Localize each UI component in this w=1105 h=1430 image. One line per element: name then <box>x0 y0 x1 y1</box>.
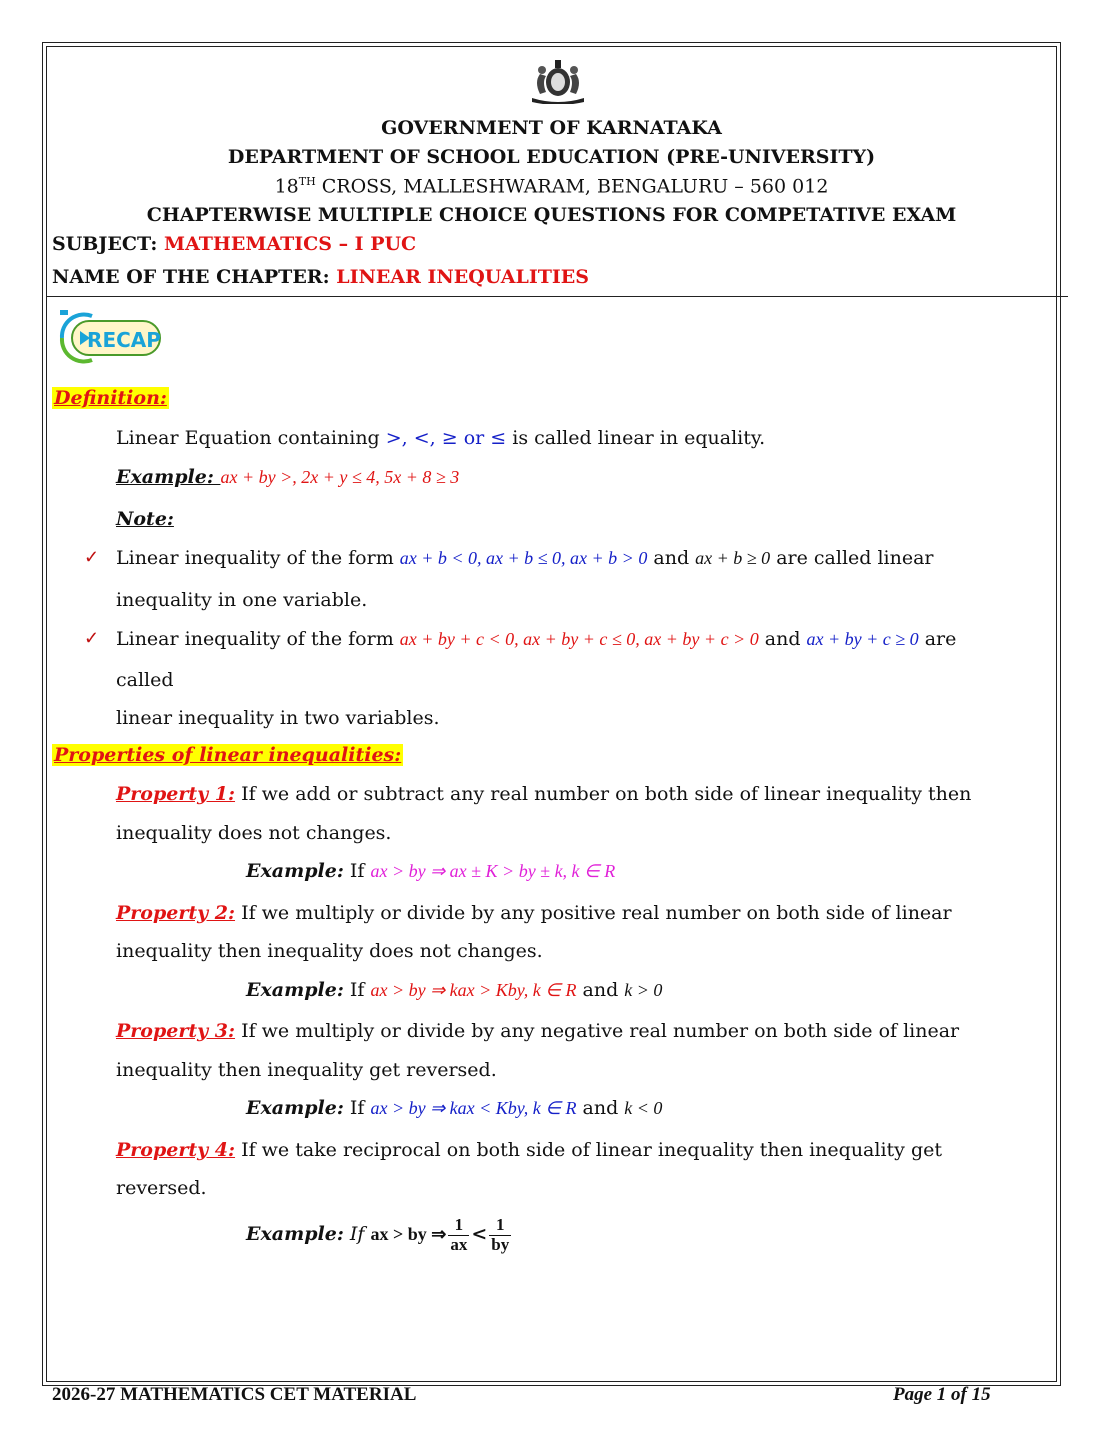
header-divider <box>46 296 1068 297</box>
checkmark-icon: ✓ <box>84 628 100 649</box>
property-3-example: Example: If ax > by ⇒ kax < Kby, k ∈ R and k < 0 <box>246 1097 663 1119</box>
recap-icon <box>52 307 164 369</box>
fraction-1-over-ax: $\frac{1}{ax}$ <box>450 1215 468 1254</box>
note-item-1: Linear inequality of the form ax + b < 0, ax + b ≤ 0, ax + b > 0 and ax + b ≥ 0 are called linear <box>116 547 934 569</box>
definition-heading: Definition: <box>54 387 167 409</box>
property-2: Property 2: If we multiply or divide by any positive real number on both side of linear <box>116 902 952 924</box>
note-item-1-cont: inequality in one variable. <box>116 589 368 611</box>
note-item-2-cont: linear inequality in two variables. <box>116 707 440 729</box>
chapter-line: NAME OF THE CHAPTER: LINEAR INEQUALITIES <box>52 266 589 288</box>
property-4: Property 4: If we take reciprocal on both side of linear inequality then inequality get <box>116 1139 942 1161</box>
header-address: 18TH CROSS, MALLESHWARAM, BENGALURU – 560 012 <box>274 175 829 198</box>
property-4-cont: reversed. <box>116 1177 207 1199</box>
definition-example: Example: ax + by >, 2x + y ≤ 4, 5x + 8 ≥ 3 <box>116 466 460 488</box>
footer-material-title: 2026-27 MATHEMATICS CET MATERIAL <box>52 1384 417 1405</box>
property-2-example: Example: If ax > by ⇒ kax > Kby, k ∈ R and k > 0 <box>246 979 663 1001</box>
header-mcq-title: CHAPTERWISE MULTIPLE CHOICE QUESTIONS FOR COMPETATIVE EXAM <box>146 204 957 226</box>
karnataka-emblem-icon <box>526 54 590 104</box>
footer-page-number: Page 1 of 15 <box>893 1384 991 1405</box>
properties-heading: Properties of linear inequalities: <box>54 744 402 766</box>
property-1: Property 1: If we add or subtract any real number on both side of linear inequality then <box>116 783 972 805</box>
note-heading: Note: <box>116 508 174 530</box>
property-2-cont: inequality then inequality does not changes. <box>116 940 543 962</box>
property-1-cont: inequality does not changes. <box>116 822 392 844</box>
property-3-cont: inequality then inequality get reversed. <box>116 1059 497 1081</box>
note-item-2: Linear inequality of the form ax + by + c < 0, ax + by + c ≤ 0, ax + by + c > 0 and ax + by + c ≥ 0 are <box>116 628 957 650</box>
property-4-example: Example: If ax > by ⇒ $\frac{1}{ax}$ < $\frac{1}{by}$ <box>246 1215 510 1254</box>
fraction-1-over-by: $\frac{1}{by}$ <box>491 1215 510 1254</box>
checkmark-icon: ✓ <box>84 547 100 568</box>
header-department: DEPARTMENT OF SCHOOL EDUCATION (PRE-UNIVERSITY) <box>227 146 876 168</box>
property-3: Property 3: If we multiply or divide by any negative real number on both side of linear <box>116 1020 960 1042</box>
property-1-example: Example: If ax > by ⇒ ax ± K > by ± k, k ∈ R <box>246 860 616 882</box>
subject-line: SUBJECT: MATHEMATICS – I PUC <box>52 233 417 255</box>
svg-text:RECAP: RECAP <box>87 328 161 352</box>
header-government: GOVERNMENT OF KARNATAKA <box>381 117 722 139</box>
note-item-2-cont: called <box>116 669 174 691</box>
definition-text: Linear Equation containing >, <, ≥ or ≤ is called linear in equality. <box>116 427 766 449</box>
